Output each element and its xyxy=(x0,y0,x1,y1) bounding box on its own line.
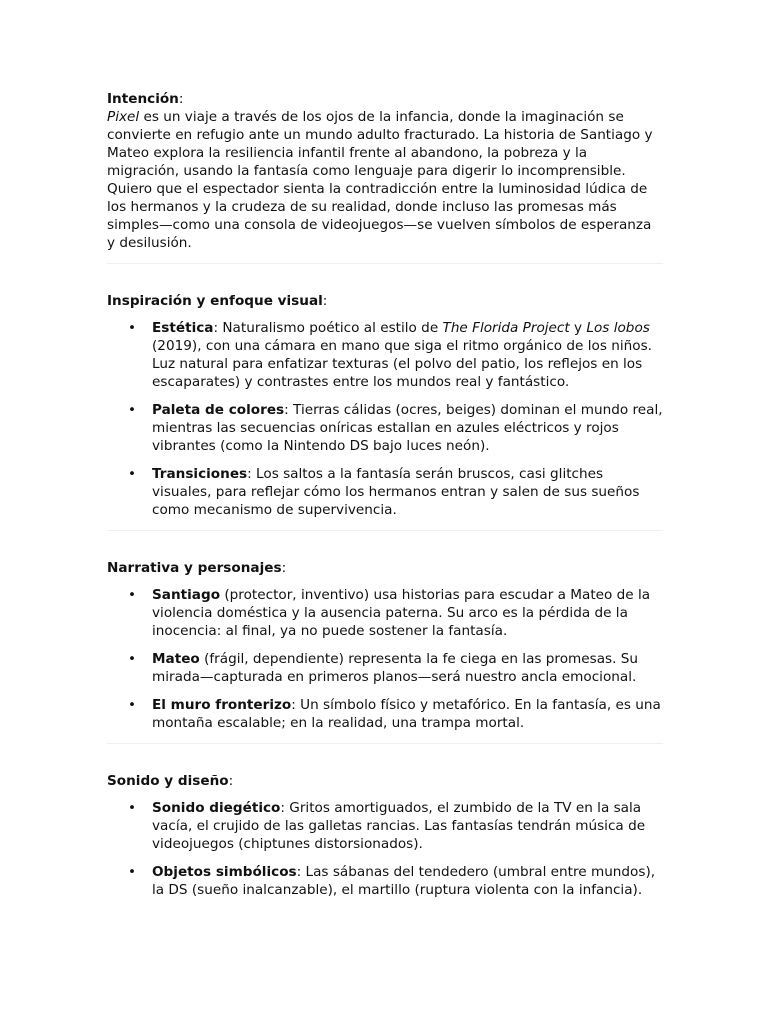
bullet-marker: • xyxy=(128,800,137,816)
bullet-marker: • xyxy=(128,651,137,667)
bullet-marker: • xyxy=(128,697,137,713)
item-text: (protector, inventivo) usa historias para escudar a Mateo de la violencia doméstica y la ausencia paterna. Su arco es la pérdida de la inocencia: al final, ya no puede sostener la fantasía. xyxy=(152,587,651,639)
list-item xyxy=(107,863,663,899)
list-item xyxy=(107,696,663,732)
item-term: Estética xyxy=(152,320,214,336)
list-item xyxy=(107,319,663,391)
item-text: (2019), con una cámara en mano que siga el ritmo orgánico de los niños. Luz natural para enfatizar texturas (el polvo del patio, los reflejos en los escaparates) y contrastes entre los mundos real y fantástico. xyxy=(152,338,652,390)
bullet-marker: • xyxy=(128,320,137,336)
section-heading xyxy=(107,90,663,108)
section-heading xyxy=(107,772,663,790)
bullet-marker: • xyxy=(128,587,137,603)
list-item xyxy=(107,586,663,640)
list-item xyxy=(107,401,663,455)
heading-suffix: : xyxy=(228,773,234,789)
paragraph-text: es un viaje a través de los ojos de la infancia, donde la imaginación se convierte en refugio ante un mundo adulto fracturado. La historia de Santiago y Mateo explora la resiliencia infantil frente al abandono, la pobreza y la migración, usando la fantasía como lenguaje para digerir lo incomprensible. Quiero que el espectador sienta la contradicción entre la luminosidad lúdica de los hermanos y la crudeza de su realidad, donde incluso las promesas más simples—como una consola de videojuegos—se vuelven símbolos de esperanza y desilusión. xyxy=(107,109,653,251)
heading-suffix: : xyxy=(322,293,328,309)
heading-suffix: : xyxy=(281,560,287,576)
item-term: Santiago xyxy=(152,587,221,603)
document xyxy=(107,90,663,899)
item-term: El muro fronterizo xyxy=(152,697,292,713)
section-sonido xyxy=(107,772,663,899)
list-item xyxy=(107,799,663,853)
film-title: Los lobos xyxy=(586,320,650,336)
film-title: The Florida Project xyxy=(442,320,570,336)
item-text: (frágil, dependiente) representa la fe ciega en las promesas. Su mirada—capturada en primeros planos—será nuestro ancla emocional. xyxy=(152,651,639,685)
intent-paragraph xyxy=(107,108,663,252)
section-intencion xyxy=(107,90,663,264)
heading-text: Sonido y diseño xyxy=(107,773,229,789)
heading-suffix: : xyxy=(178,91,184,107)
list-item xyxy=(107,465,663,519)
section-narrativa xyxy=(107,559,663,744)
item-text: : Las sábanas del tendedero (umbral entre mundos), la DS (sueño inalcanzable), el martillo (ruptura violenta con la infancia). xyxy=(152,864,656,898)
item-term: Objetos simbólicos xyxy=(152,864,297,880)
bullet-list xyxy=(107,586,663,732)
item-text: : Gritos amortiguados, el zumbido de la TV en la sala vacía, el crujido de las galletas rancias. Las fantasías tendrán música de videojuegos (chiptunes distorsionados). xyxy=(152,800,646,852)
section-heading xyxy=(107,292,663,310)
list-item xyxy=(107,650,663,686)
section-divider xyxy=(107,263,663,264)
heading-text: Inspiración y enfoque visual xyxy=(107,293,323,309)
item-term: Mateo xyxy=(152,651,200,667)
bullet-marker: • xyxy=(128,402,137,418)
film-title: Pixel xyxy=(107,109,140,125)
item-text: : Naturalismo poético al estilo de xyxy=(213,320,443,336)
item-text: y xyxy=(569,320,587,336)
item-term: Sonido diegético xyxy=(152,800,281,816)
section-inspiracion xyxy=(107,292,663,531)
heading-text: Intención xyxy=(107,91,179,107)
section-heading xyxy=(107,559,663,577)
bullet-marker: • xyxy=(128,466,137,482)
item-term: Paleta de colores xyxy=(152,402,285,418)
item-text: : Un símbolo físico y metafórico. En la fantasía, es una montaña escalable; en la realidad, una trampa mortal. xyxy=(152,697,661,731)
bullet-list xyxy=(107,319,663,519)
heading-text: Narrativa y personajes xyxy=(107,560,282,576)
bullet-marker: • xyxy=(128,864,137,880)
section-divider xyxy=(107,530,663,531)
section-divider xyxy=(107,743,663,744)
item-text: : Tierras cálidas (ocres, beiges) dominan el mundo real, mientras las secuencias oníricas estallan en azules eléctricos y rojos vibrantes (como la Nintendo DS bajo luces neón). xyxy=(152,402,663,454)
bullet-list xyxy=(107,799,663,899)
item-term: Transiciones xyxy=(152,466,248,482)
item-text: : Los saltos a la fantasía serán bruscos, casi glitches visuales, para reflejar cómo los hermanos entran y salen de sus sueños como mecanismo de supervivencia. xyxy=(152,466,640,518)
